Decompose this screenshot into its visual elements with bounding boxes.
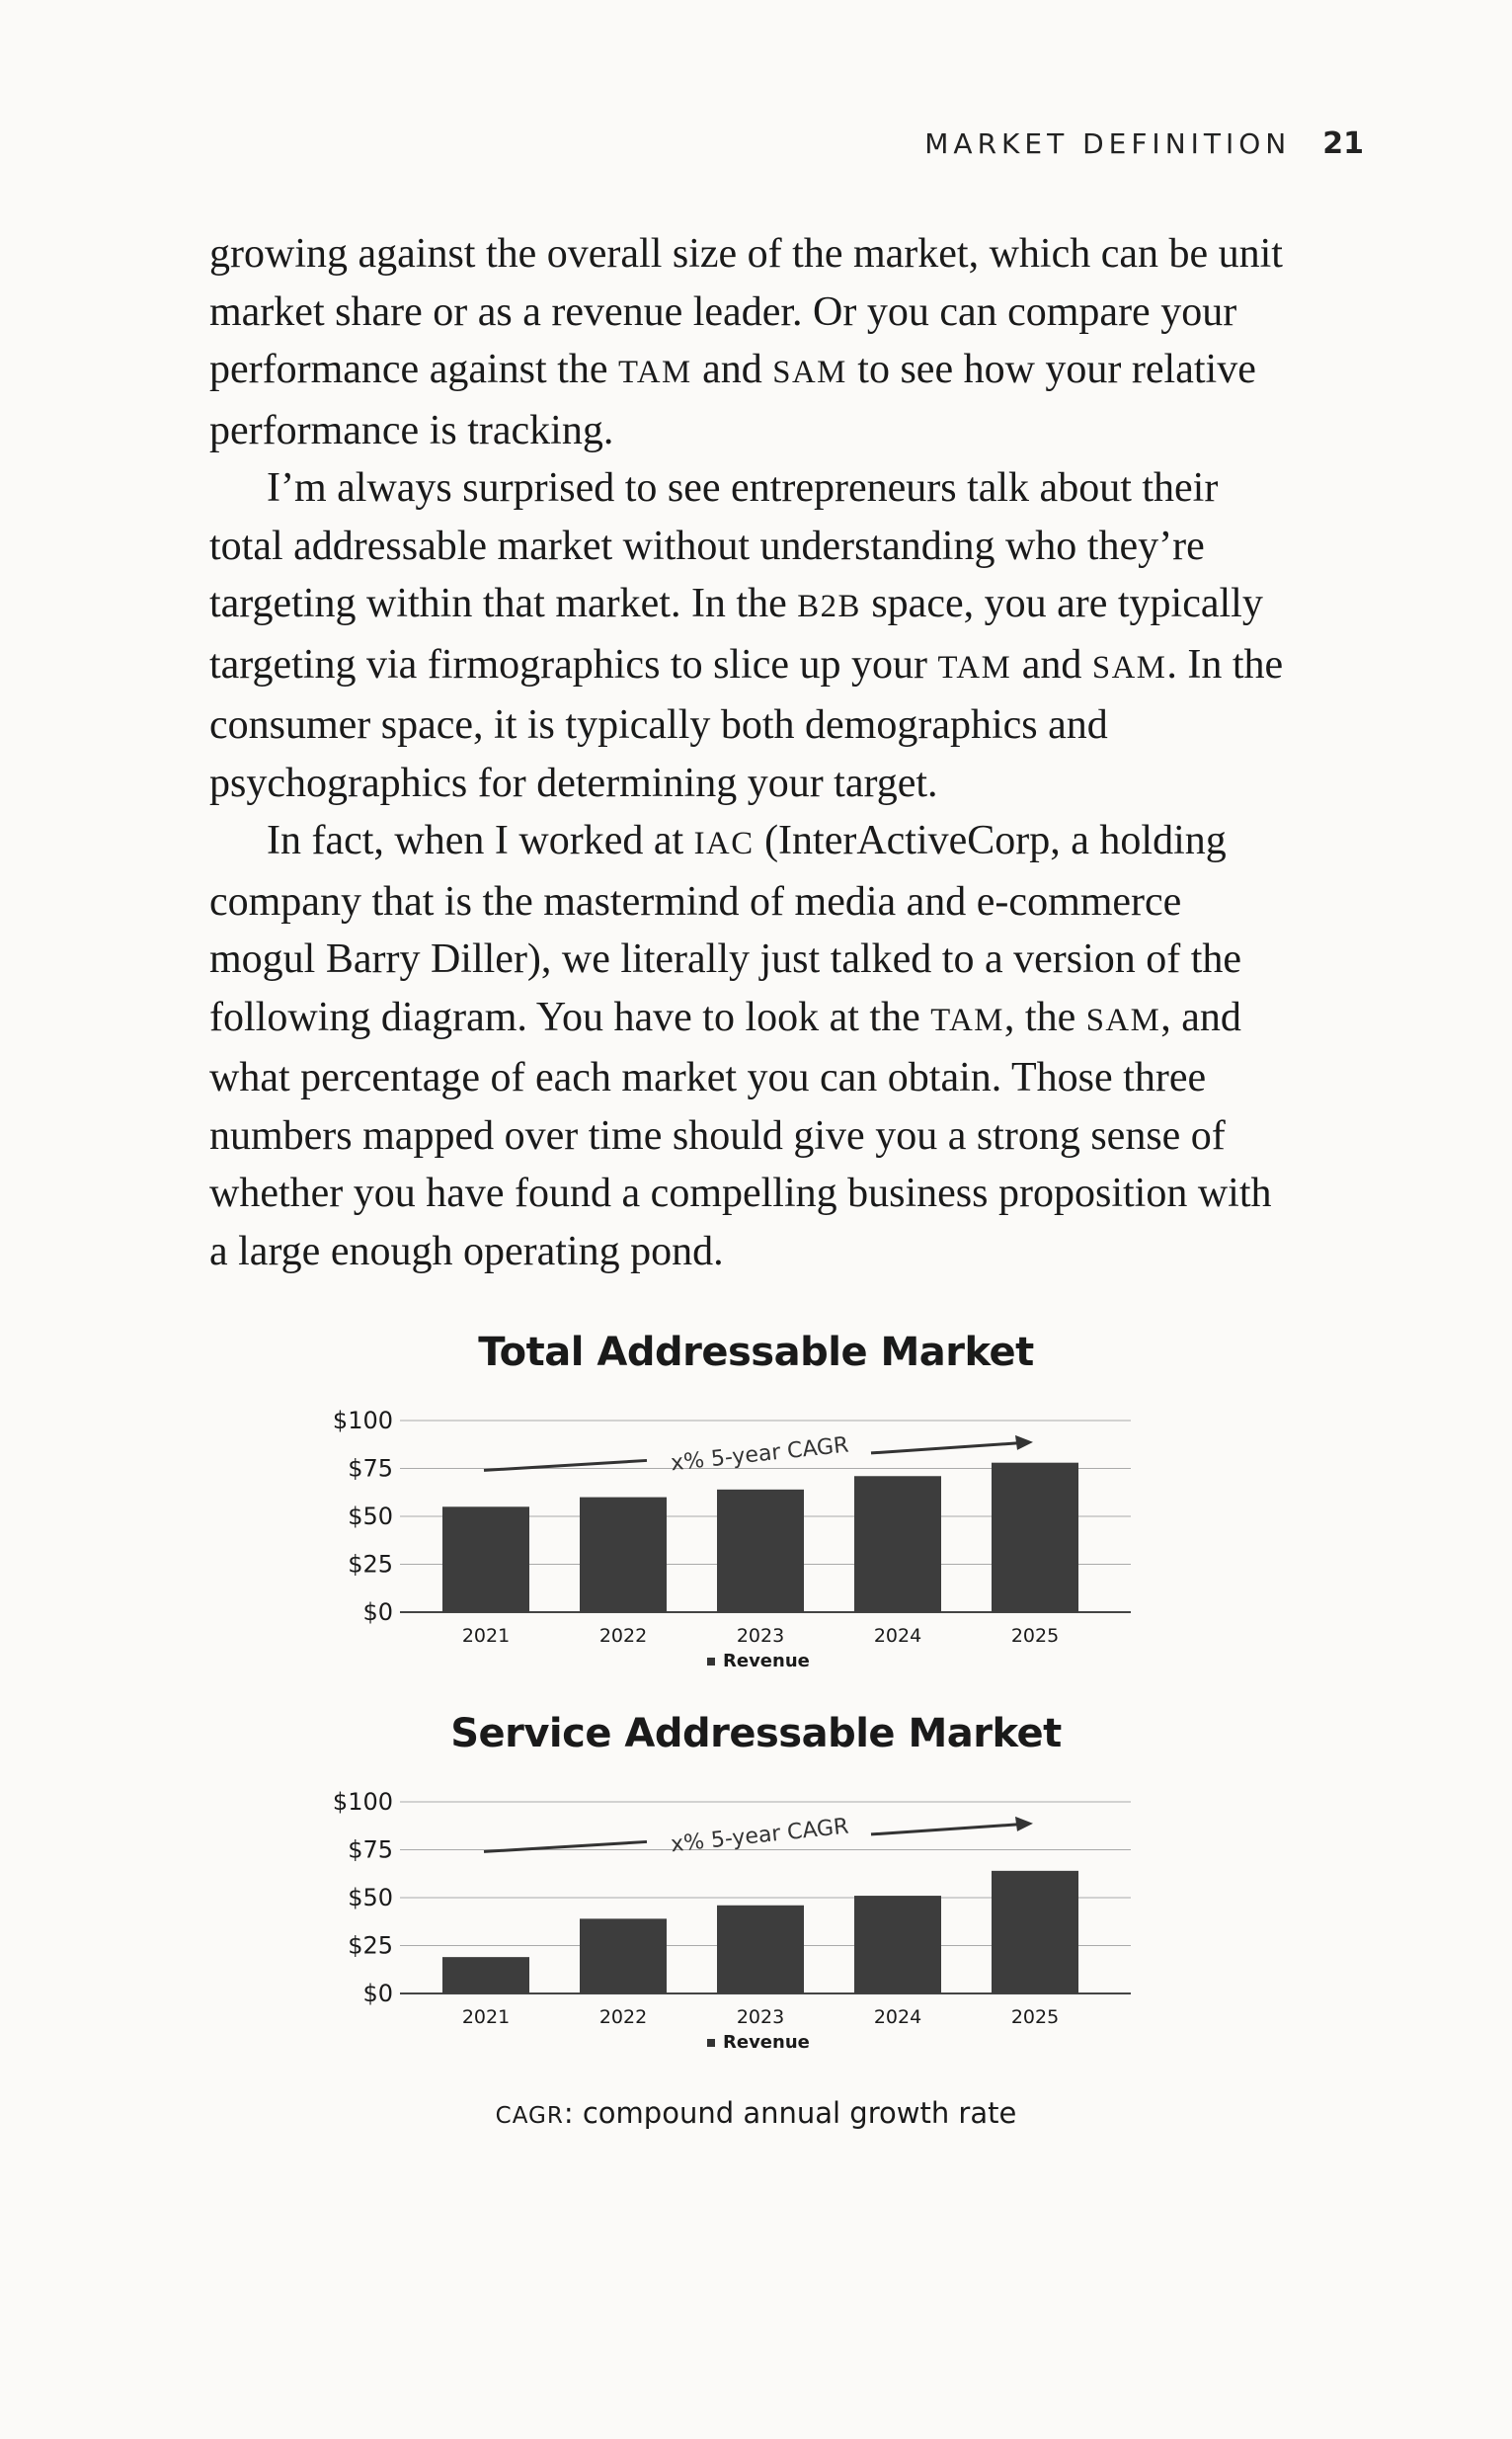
bar	[854, 1896, 941, 1993]
page-number: 21	[1322, 126, 1364, 161]
y-tick-label: $0	[362, 1980, 393, 2007]
bar	[992, 1463, 1078, 1612]
y-tick-label: $75	[348, 1454, 393, 1483]
legend-label: Revenue	[723, 1651, 810, 1671]
sam-chart	[0, 1774, 1512, 2150]
legend-swatch	[707, 2039, 715, 2047]
cagr-annotation: x% 5-year CAGR	[670, 1814, 850, 1858]
text-run: , and what percentage of each market you can obtain. Those three numbers mapped over time should give you a strong sense of whether you have found a compelling business proposition with a large enough operating pond.	[209, 994, 1272, 1274]
y-tick-label: $25	[348, 1931, 393, 1960]
y-tick-label: $75	[348, 1835, 393, 1864]
y-tick-label: $50	[348, 1503, 393, 1530]
acronym: B2B	[797, 589, 861, 624]
bar	[442, 1957, 529, 1993]
bar	[992, 1871, 1078, 1993]
x-tick-label: 2021	[461, 1625, 511, 1647]
text-run: I’m always surprised to see entrepreneurs talk about their total addressable market without understanding who they’re targeting within that market. In the	[209, 465, 1219, 626]
acronym: SAM	[1091, 649, 1167, 686]
y-tick-label: $50	[348, 1884, 393, 1911]
x-tick-label: 2023	[736, 1625, 785, 1647]
cagr-line-right	[871, 1825, 1017, 1834]
bar	[717, 1490, 804, 1612]
chart-caption	[0, 2096, 1512, 2130]
bar	[580, 1918, 667, 1993]
bar	[717, 1906, 804, 1993]
body-paragraph	[209, 459, 1298, 812]
y-tick-label: $0	[362, 1598, 393, 1626]
text-run: (InterActiveCorp, a holding company that is the mastermind of media and e-commerce mogul Barry Diller), we literally just talked to a version of the following diagram. You have to look at the	[209, 818, 1242, 1040]
x-tick-label: 2022	[598, 2006, 648, 2028]
text-run: and	[1011, 641, 1092, 688]
cagr-arrowhead	[1015, 1435, 1033, 1450]
acronym: TAM	[930, 1002, 1004, 1038]
body-text	[209, 225, 1298, 1280]
y-tick-label: $100	[332, 1407, 393, 1434]
acronym: SAM	[1085, 1002, 1161, 1038]
cagr-arrowhead	[1015, 1817, 1033, 1831]
running-head	[924, 126, 1364, 161]
legend-label: Revenue	[723, 2032, 810, 2053]
text-run: to see how your relative performance is tracking.	[209, 347, 1256, 453]
text-run: , the	[1003, 994, 1086, 1040]
text-run: growing against the overall size of the market, which can be unit market share or as a revenue leader. Or you can compare your performance against the	[209, 231, 1283, 392]
caption-abbreviation: CAGR	[495, 2103, 564, 2129]
y-tick-label: $100	[332, 1788, 393, 1816]
legend-swatch	[707, 1658, 715, 1666]
x-tick-label: 2025	[1010, 1625, 1060, 1647]
body-paragraph	[209, 225, 1298, 459]
sam-chart-title: Service Addressable Market	[450, 1711, 1062, 1756]
cagr-annotation: x% 5-year CAGR	[670, 1432, 850, 1477]
x-tick-label: 2025	[1010, 2006, 1060, 2028]
text-run: In fact, when I worked at	[267, 818, 694, 863]
bar	[442, 1506, 529, 1612]
text-run: and	[691, 347, 773, 392]
x-tick-label: 2024	[873, 1625, 922, 1647]
acronym: TAM	[937, 649, 1012, 686]
section-title: MARKET DEFINITION	[924, 127, 1292, 160]
cagr-line-right	[871, 1443, 1017, 1453]
x-tick-label: 2023	[736, 2006, 785, 2028]
text-run: . In the consumer space, it is typically both demographics and psychographics for determining your target.	[209, 641, 1284, 806]
body-paragraph	[209, 812, 1298, 1280]
x-tick-label: 2022	[598, 1625, 648, 1647]
acronym: SAM	[772, 355, 847, 390]
tam-chart-title: Total Addressable Market	[478, 1330, 1034, 1375]
acronym: IAC	[693, 826, 755, 861]
bar	[854, 1476, 941, 1612]
x-tick-label: 2021	[461, 2006, 511, 2028]
text-run: space, you are typically targeting via firmographics to slice up your	[209, 581, 1263, 688]
caption-text: : compound annual growth rate	[563, 2096, 1017, 2130]
acronym: TAM	[617, 355, 692, 390]
y-tick-label: $25	[348, 1550, 393, 1579]
bar	[580, 1498, 667, 1612]
x-tick-label: 2024	[873, 2006, 922, 2028]
